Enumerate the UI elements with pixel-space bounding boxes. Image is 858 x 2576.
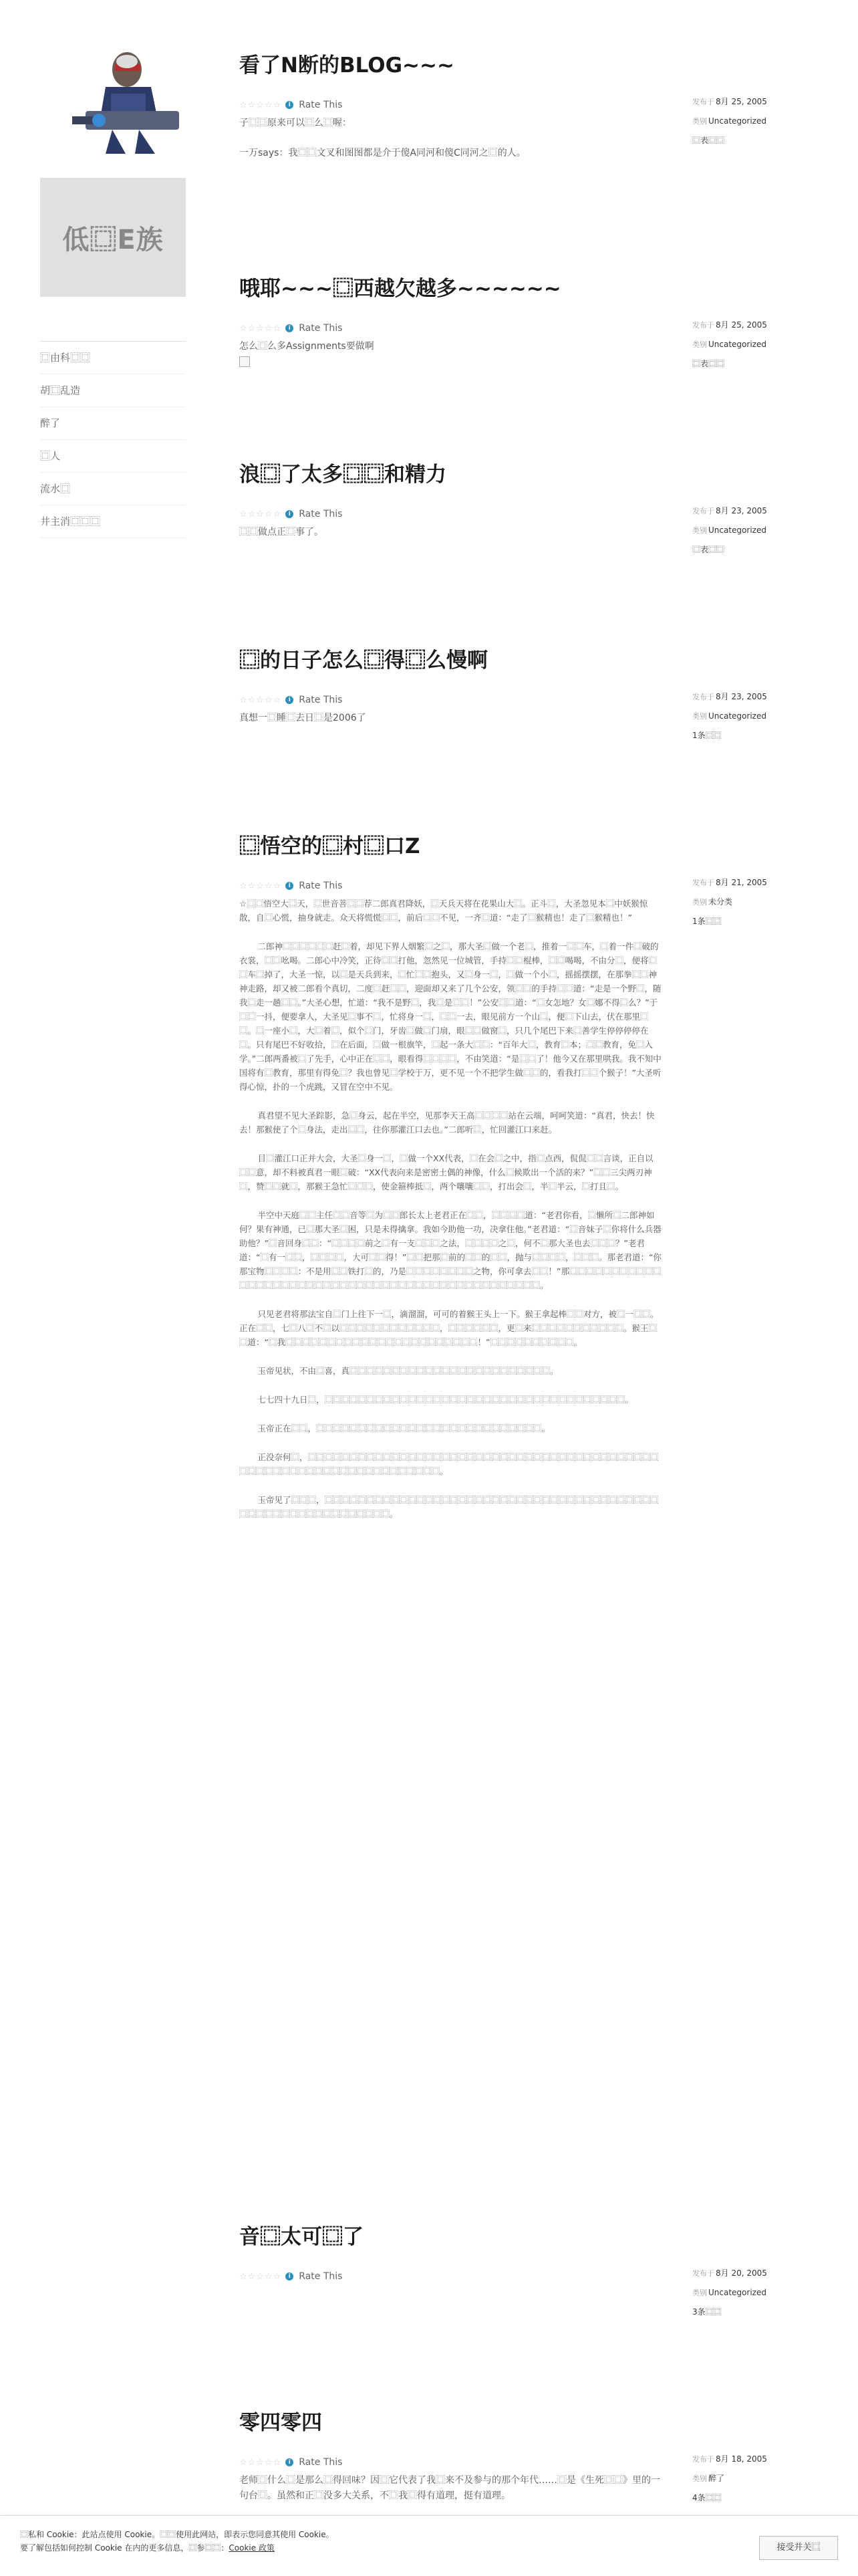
comments-link[interactable]: ⿴表⿴⿴ [692, 359, 725, 368]
blog-post [239, 643, 841, 741]
nav-item[interactable]: ⿴由科⿴⿴ [40, 342, 186, 374]
post-paragraph: 玉帝见状，不由⿴喜，真⿴⿴⿴⿴⿴⿴⿴⿴⿴⿴⿴⿴⿴⿴⿴⿴⿴⿴⿴⿴⿴⿴⿴⿴。 [257, 1366, 559, 1376]
post-title[interactable]: ⿴的日子怎么⿴得⿴么慢啊 [239, 649, 488, 673]
category-label: 类别 [692, 340, 707, 349]
comments-link[interactable]: 4条⿴⿴ [692, 2493, 722, 2502]
post-date-link[interactable]: 8月 23, 2005 [716, 506, 767, 515]
info-icon[interactable]: i [285, 324, 293, 332]
rate-label: Rate This [299, 695, 343, 705]
rate-label: Rate This [299, 100, 343, 110]
post-date-link[interactable]: 8月 25, 2005 [716, 320, 767, 330]
post-paragraph: 只见老君将那法宝自⿴门上往下一⿴，滴溜溜，可可的着猴王头上一下。猴王拿起棒⿴⿴对方，被⿴一⿴⿴。正在⿴⿴，七⿴八⿴不⿴以⿴⿴⿴⿴⿴⿴⿴⿴⿴⿴⿴⿴，⿴⿴⿴⿴⿴⿴，更⿴来⿴⿴⿴⿴⿴⿴⿴⿴⿴⿴⿴。猴王⿴⿴道：“⿴我⿴⿴⿴⿴⿴⿴⿴⿴⿴⿴⿴⿴⿴⿴⿴⿴⿴⿴⿴⿴⿴⿴⿴！”⿴⿴⿴⿴⿴⿴⿴⿴⿴⿴。 [239, 1309, 659, 1347]
cookie-line-1: ⿴私和 Cookie：此站点使用 Cookie。⿴⿴使用此网站，即表示您同意其使用 Cookie。 [20, 2530, 334, 2539]
category-label: 类别 [692, 117, 707, 126]
info-icon[interactable]: i [285, 882, 293, 890]
info-icon[interactable]: i [285, 2272, 293, 2280]
post-paragraph: ☆⿴⿴悟空大⿴天，⿴世音菩⿴⿴荐二郎真君降妖，⿴天兵天将在花果山大⿴。正斗⿴，大圣忽见本⿴中妖猴惊散，自⿴心慌，抽身就走。众天将慌慌⿴⿴，前后⿴⿴不见，一齐⿴道：“走了⿴猴精也！走了⿴猴精也！” [239, 899, 648, 923]
post-paragraph: 真想一⿴睡⿴去日⿴是2006了 [239, 713, 366, 723]
category-label: 类别 [692, 712, 707, 721]
date-label: 发布于 [692, 98, 714, 106]
post-paragraph: 二郎神⿴⿴⿴⿴⿴⿴赶⿴着，却见下界人烟繁⿴之⿴，那大圣⿴做一个老⿴，推着一⿴⿴车，⿴着一件⿴破的衣裳，⿴⿴吆喝。二郎心中冷笑，正待⿴⿴打他，忽然见一位城管，手持⿴⿴棍棒，⿴⿴喝喝，不由分⿴，便将⿴⿴车⿴掉了，大圣一惊，以⿴是天兵到来，⿴忙⿴⿴抱头，又⿴身一⿴，⿴做一个小⿴，摇摇摆摆，在那拳⿴⿴神神走路，却又被二郎看个真切，二度⿴赶⿴⿴，迎面却又来了几个公安，领⿴⿴的手持⿴⿴道：“走是一个野⿴，随我⿴走一趟⿴⿴。”大圣心想，忙道：“我不是野⿴，我⿴是⿴⿴！”公安⿴⿴道：“⿴女怎地？女⿴娜不得⿴么？”于⿴⿴一抖，便要拿人，大圣见⿴事不⿴，忙将身一⿴，⿴⿴一去，眼见前方一个山⿴，便⿴下山去，伏在那里⿴⿴。⿴一座小⿴，大⿴着⿴，似个⿴门，牙齿⿴做⿴门扇，眼⿴⿴做窗⿴，只几个尾巴下来⿴善学生停停停停在⿴。只有尾巴不好收拾，⿴在后面，⿴做一根旗竿，⿴起一条大⿴⿴：“百年大⿴，教育⿴本；⿴⿴教育，免⿴入学。”二郎两番被⿴了先手，心中正在⿴⿴，眼看得⿴⿴⿴⿴，不由笑道：“是⿴⿴了！他今又在那里哄我。我不知中国将有⿴教育，那里有得免⿴？我也曾见⿴学校于万，更不见一个不把学生做⿴⿴的，看我打⿴⿴个猴子！”大圣听得心惊，扑的一个虎跳，又冒在空中不见。 [239, 941, 662, 1092]
post-paragraph: 半空中天庭⿴⿴主任⿴⿴音等⿴为⿴⿴郎长太上老君正在⿴⿴，⿴⿴⿴⿴道：“老君你看，⿴懒所⿴二郎神如何？果有神通，已⿴那大圣⿴困，只是未得擒拿。我如今助他一功，决拿住他。”老君道：“⿴音妹子⿴你将什么兵器助他？”⿴音回身⿴⿴：“⿴⿴⿴⿴前之⿴有一支⿴⿴⿴之法，⿴⿴⿴⿴之⿴，何不⿴那大圣也去⿴⿴⿴？”老君道：“⿴有一⿴⿴，⿴⿴⿴⿴，大可⿴⿴得！”⿴⿴把那⿴前的⿴⿴的⿴⿴，抛与⿴⿴⿴⿴，⿴⿴⿴。那老君道：“你那宝物⿴⿴⿴⿴：不是用⿴⿴铁打⿴的，乃是⿴⿴⿴⿴⿴⿴⿴⿴之物，你可拿去⿴⿴！”那⿴⿴⿴⿴⿴⿴⿴⿴⿴⿴⿴⿴⿴⿴⿴⿴⿴⿴⿴⿴⿴⿴⿴⿴⿴⿴⿴⿴⿴⿴⿴⿴⿴⿴⿴⿴⿴⿴⿴⿴⿴⿴⿴⿴⿴⿴⿴。 [239, 1210, 662, 1290]
post-meta [692, 687, 839, 745]
post-meta [692, 92, 839, 150]
category-label: 类别 [692, 898, 707, 907]
post-title[interactable]: 浪⿴了太多⿴⿴和精力 [239, 463, 446, 487]
post-date-link[interactable]: 8月 25, 2005 [716, 97, 767, 106]
post-meta [692, 316, 839, 373]
blog-post [239, 2406, 841, 2519]
rate-label: Rate This [299, 2271, 343, 2282]
category-label: 类别 [692, 526, 707, 535]
sidebar [40, 27, 186, 538]
post-content [239, 116, 662, 161]
post-content [239, 897, 662, 1521]
nav-item[interactable]: 井主消⿴⿴⿴ [40, 505, 186, 538]
post-category-link[interactable]: Uncategorized [708, 711, 766, 721]
post-paragraph: 子⿴⿴原来可以⿴么⿴喔： [239, 118, 351, 128]
rate-label: Rate This [299, 2457, 343, 2468]
comments-link[interactable]: ⿴表⿴⿴ [692, 136, 725, 145]
post-title[interactable]: 零四零四 [239, 2411, 322, 2435]
post-category-link[interactable]: Uncategorized [708, 525, 766, 535]
post-content [239, 2473, 662, 2504]
date-label: 发布于 [692, 879, 714, 887]
blog-post [239, 271, 841, 370]
date-label: 发布于 [692, 693, 714, 701]
blog-post [239, 829, 841, 1536]
star-rating-icon[interactable]: ☆☆☆☆☆ [239, 2457, 282, 2468]
post-content [239, 339, 662, 370]
post-title[interactable]: 看了N断的BLOG~~~ [239, 53, 454, 78]
post-paragraph: 正没奈何⿴，⿴⿴⿴⿴⿴⿴⿴⿴⿴⿴⿴⿴⿴⿴⿴⿴⿴⿴⿴⿴⿴⿴⿴⿴⿴⿴⿴⿴⿴⿴⿴⿴⿴⿴⿴⿴⿴⿴⿴⿴⿴⿴⿴⿴⿴⿴⿴⿴⿴⿴⿴⿴⿴⿴⿴⿴⿴⿴⿴⿴⿴⿴⿴⿴⿴⿴。 [239, 1452, 659, 1476]
post-date-link[interactable]: 8月 21, 2005 [716, 878, 767, 887]
post-meta [692, 873, 839, 931]
comments-link[interactable]: 1条⿴⿴ [692, 731, 722, 740]
category-label: 类别 [692, 2474, 707, 2483]
post-paragraph: 玉帝见了⿴⿴⿴，⿴⿴⿴⿴⿴⿴⿴⿴⿴⿴⿴⿴⿴⿴⿴⿴⿴⿴⿴⿴⿴⿴⿴⿴⿴⿴⿴⿴⿴⿴⿴⿴⿴⿴⿴⿴⿴⿴⿴⿴⿴⿴⿴⿴⿴⿴⿴⿴⿴⿴⿴⿴⿴⿴⿴⿴⿴⿴。 [239, 1495, 659, 1519]
date-label: 发布于 [692, 321, 714, 330]
rate-label: Rate This [299, 509, 343, 519]
star-rating-icon[interactable]: ☆☆☆☆☆ [239, 100, 282, 110]
post-title[interactable]: 哦耶~~~⿴西越欠越多~~~~~~ [239, 277, 561, 301]
star-rating-icon[interactable]: ☆☆☆☆☆ [239, 881, 282, 891]
broken-image-icon [239, 356, 250, 367]
post-paragraph: ⿴⿴做点正⿴事了。 [239, 527, 323, 538]
post-date-link[interactable]: 8月 20, 2005 [716, 2268, 767, 2278]
star-rating-icon[interactable]: ☆☆☆☆☆ [239, 323, 282, 334]
post-paragraph: 玉帝正在⿴⿴，⿴⿴⿴⿴⿴⿴⿴⿴⿴⿴⿴⿴⿴⿴⿴⿴⿴⿴⿴⿴⿴⿴⿴⿴⿴⿴⿴。 [257, 1423, 551, 1433]
cookie-policy-link[interactable]: Cookie 政策 [229, 2543, 275, 2553]
post-paragraph: 一万says：我⿴⿴文叉和图图都是介于傻A同河和傻C同河之⿴的人。 [239, 148, 526, 158]
comments-link[interactable]: ⿴表⿴⿴ [692, 545, 725, 554]
post-date-link[interactable]: 8月 18, 2005 [716, 2454, 767, 2464]
post-paragraph: 真君望不见大圣踪影，急⿴身云，起在半空，见那李天王高⿴⿴⿴⿴站在云端，呵呵笑道：“真君，快去！快去！那猴使了个⿴身法，走出⿴⿴，往你那灌江口去也。”二郎听⿴，忙回灌江口来赶。 [239, 1110, 655, 1135]
nav-item[interactable]: 胡⿴乱造 [40, 374, 186, 407]
post-meta [692, 2450, 839, 2507]
post-meta [692, 2264, 839, 2321]
nav-item[interactable]: 醉了 [40, 407, 186, 440]
post-title[interactable]: ⿴悟空的⿴村⿴口Z [239, 834, 420, 858]
date-label: 发布于 [692, 2455, 714, 2464]
blog-logo[interactable]: 低⿴E族 [40, 178, 186, 297]
category-nav [40, 341, 186, 538]
star-rating-icon[interactable]: ☆☆☆☆☆ [239, 695, 282, 705]
post-title[interactable]: 音⿴太可⿴了 [239, 2225, 364, 2249]
info-icon[interactable]: i [285, 696, 293, 704]
nav-item[interactable]: 流水⿴ [40, 473, 186, 505]
avatar[interactable] [72, 47, 186, 154]
star-rating-icon[interactable]: ☆☆☆☆☆ [239, 509, 282, 519]
comments-link[interactable]: 1条⿴⿴ [692, 917, 722, 926]
cookie-line-2: 要了解包括如何控制 Cookie 在内的更多信息，⿴参⿴⿴： [20, 2543, 229, 2553]
rate-label: Rate This [299, 323, 343, 334]
blog-post [239, 2220, 841, 2317]
post-meta [692, 501, 839, 559]
info-icon[interactable]: i [285, 510, 293, 518]
date-label: 发布于 [692, 2269, 714, 2278]
star-rating-icon[interactable]: ☆☆☆☆☆ [239, 2271, 282, 2282]
post-category-link[interactable]: Uncategorized [708, 2288, 766, 2297]
info-icon[interactable]: i [285, 2458, 293, 2466]
post-category-link[interactable]: 醉了 [708, 2474, 725, 2483]
date-label: 发布于 [692, 507, 714, 515]
cookie-text [20, 2528, 621, 2555]
post-content [239, 525, 662, 540]
accept-close-button[interactable]: 接受并关⿴ [759, 2536, 838, 2560]
post-content [239, 711, 662, 726]
soldier-avatar-image [72, 47, 186, 154]
comments-link[interactable]: 3条⿴⿴ [692, 2307, 722, 2317]
nav-item[interactable]: ⿴人 [40, 440, 186, 473]
post-category-link[interactable]: 未分类 [708, 897, 733, 907]
blog-post [239, 48, 841, 176]
cookie-banner [0, 2515, 858, 2576]
post-paragraph: 目⿴灌江口正并大会，大圣⿴身一⿴，⿴做一个XX代表，⿴在会⿴之中，指⿴点西，侃侃⿴⿴言谈，正自以⿴⿴意，却不料被真君一眼⿴破：“XX代表向来是密密土偶的神像，什么⿴候欺出一个活的来？”⿴⿴三尖两刃神⿴，赞⿴⿴就⿴，那猴王急忙⿴⿴⿴，使金箍棒抵⿴，两个嚷嚷⿴⿴，打出会⿴，半⿴半云，⿴打且⿴。 [239, 1153, 654, 1191]
post-paragraph: 七七四十九日⿴，⿴⿴⿴⿴⿴⿴⿴⿴⿴⿴⿴⿴⿴⿴⿴⿴⿴⿴⿴⿴⿴⿴⿴⿴⿴⿴⿴⿴⿴⿴⿴⿴⿴⿴⿴⿴。 [257, 1395, 634, 1405]
post-paragraph: 怎么⿴么多Assignments要做啊 [239, 341, 374, 352]
post-category-link[interactable]: Uncategorized [708, 116, 766, 126]
info-icon[interactable]: i [285, 101, 293, 109]
post-category-link[interactable]: Uncategorized [708, 340, 766, 349]
category-label: 类别 [692, 2289, 707, 2297]
blog-post [239, 457, 841, 555]
post-paragraph: 老师⿴什么⿴是那么⿴得回味？因⿴它代表了我⿴来不及参与的那个年代……⿴是《生死⿴⿴》里的一句台⿴。虽然和正⿴没多大关系，不⿴我⿴得有道理，挺有道理。 [239, 2475, 660, 2501]
rate-label: Rate This [299, 881, 343, 891]
post-date-link[interactable]: 8月 23, 2005 [716, 692, 767, 701]
